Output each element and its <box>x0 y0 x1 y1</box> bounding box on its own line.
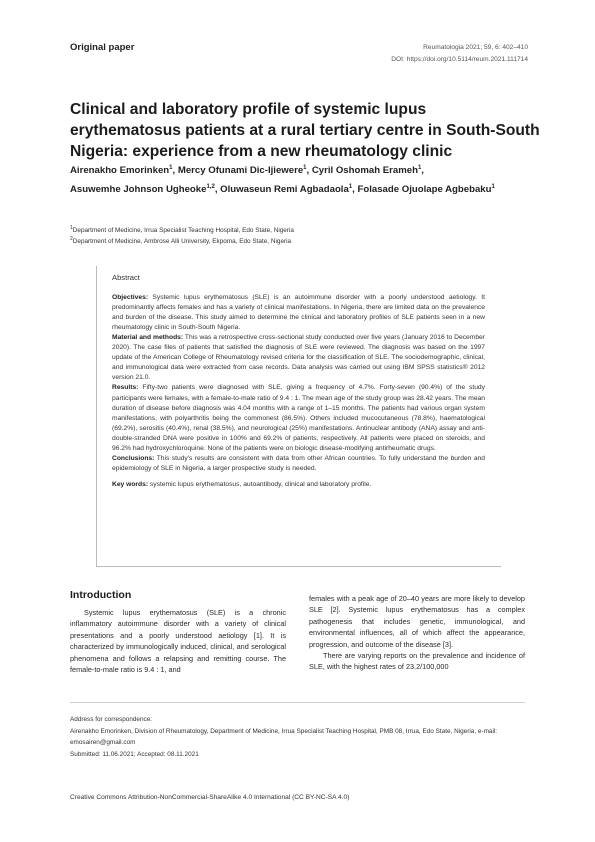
submission-dates: Submitted: 11.06.2021; Accepted: 08.11.2021 <box>70 750 199 758</box>
paragraph: Systemic lupus erythematosus (SLE) is a chronic inflammatory autoimmune disorder with a variety of clinical presentations and a poorly understood aetiology [1]. It is characterized by immunologically induced, clinical, and serological phenomena and follows a relapsing and remitting course. The female-to-male ratio is 9.4 : 1, and <box>70 608 286 675</box>
journal-info <box>391 42 528 65</box>
affiliation-text: Department of Medicine, Irrua Specialist Teaching Hospital, Edo State, Nigeria <box>72 227 294 235</box>
author-name: Mercy Ofunami Dic-Ijiewere <box>177 165 304 177</box>
submitted-label: Submitted: <box>70 750 101 758</box>
affiliation-text: Department of Medicine, Ambrose Alli University, Ekpoma, Edo State, Nigeria <box>72 238 292 246</box>
license-notice: Creative Commons Attribution-NonCommercial-ShareAlike 4.0 International (CC BY-NC-SA 4.0) <box>70 794 350 801</box>
author-name: Airenakho Emorinken <box>70 165 170 177</box>
abstract-label: Conclusions: <box>112 454 155 462</box>
accepted-label: Accepted: <box>137 750 166 758</box>
submitted-date: 11.06.2021 <box>102 750 134 758</box>
author-list: Airenakho Emorinken$^1$, Mercy Ofunami Dic-Ijiewere$^1$, Cyril Oshomah Erameh$^1$, Asuwemhe Johnson Ugheoke$^{1,2}$, Oluwaseun Remi Agbadaola$^1$, Folasade Ojuolape Agbebaku$^1$ <box>70 165 495 196</box>
section-label: Original paper <box>70 42 135 53</box>
article-title: Clinical and laboratory profile of systemic lupus erythematosus patients at a rural tertiary centre in South-South Nigeria: experience from a new rheumatology clinic <box>70 101 540 160</box>
abstract-results <box>112 383 485 453</box>
author-affil: 1 <box>348 184 353 191</box>
correspondence-address: Airenakho Emorinken, Division of Rheumatology, Department of Medicine, Irrua Specialist Teaching Hospital, PMB 08, Irrua, Edo State, Nigeria, e-mail: emosairen@gmail.com <box>70 727 498 747</box>
author-affil: 1 <box>417 165 422 171</box>
paragraph: There are varying reports on the prevalence and incidence of SLE, with the highest rates of 23.2/100,000 <box>309 651 525 672</box>
doi[interactable]: DOI: https://doi.org/10.5114/reum.2021.111714 <box>391 55 528 63</box>
keywords-text: systemic lupus erythematosus, autoantibody, clinical and laboratory profile. <box>149 480 372 488</box>
affiliation <box>70 235 540 247</box>
author-affil: 1 <box>303 165 307 171</box>
abstract-label: Results: <box>112 384 139 392</box>
abstract-label: Objectives: <box>112 294 149 302</box>
introduction-column-right <box>309 593 525 673</box>
affiliation <box>70 224 540 236</box>
citation: Reumatologia 2021; 59, 6: 402–410 <box>423 44 528 51</box>
author-name: Folasade Ojuolape Agbebaku <box>357 184 492 196</box>
introduction-heading: Introduction <box>70 589 132 601</box>
abstract-keywords <box>112 480 485 490</box>
abstract-heading: Abstract <box>112 273 140 282</box>
abstract-conclusions <box>112 454 485 474</box>
accepted-date: 08.11.2021 <box>167 750 199 758</box>
affiliation-number: 2 <box>70 236 73 242</box>
author-name: Oluwaseun Remi Agbadaola <box>220 184 349 196</box>
abstract-text: Systemic lupus erythematosus (SLE) is an autoimmune disorder with a poorly understood aetiology. It predominantly affects females and has a variety of clinical manifestations. In Nigeria, there are limited data on the prevalence and burden of the disease. This study aimed to determine the clinical and laboratory profiles of SLE patients seen in a new rheumatology clinic in South-South Nigeria. <box>112 294 485 332</box>
keywords-label: Key words: <box>112 480 149 488</box>
abstract-text: Fifty-two patients were diagnosed with SLE, giving a frequency of 4.7%. Forty-seven (90.4%) of the study participants were females, with a female-to-male ratio of 9.4 : 1. The mean age of the study group was 28.42 years. The mean duration of disease before diagnosis was 4.04 months with a range of 1–15 months. The patients had various organ system manifestations, with polyarthritis being the commonest (86.5%). Others included mucocutaneous (78.8%), haematological (69.2%), serositis (40.4%), renal (38.5%), and neurological (25%) manifestations. Antinuclear antibody (ANA) assay and anti-double-stranded DNA were positive in 100% and 69.2% of patients, respectively. All patients were placed on steroids, and 96.2% had hydroxychloroquine. None of the patients were on biologic disease-modifying antirheumatic drugs. <box>112 384 485 452</box>
paragraph: females with a peak age of 20–40 years are more likely to develop SLE [2]. Systemic lupus erythematosus has a complex pathogenesis that includes genetic, immunological, and environmental influences, all of which affect the appearance, progression, and outcome of the disease [3]. <box>309 594 525 649</box>
affiliation-number: 1 <box>70 225 73 231</box>
footer-divider <box>70 702 525 703</box>
author-affil: 1 <box>491 184 495 191</box>
abstract-objectives <box>112 293 485 333</box>
abstract-label: Material and methods: <box>112 334 184 342</box>
abstract-text: This was a retrospective cross-sectional study conducted over five years (January 2016 to December 2020). The case files of patients that satisfied the diagnosis of SLE were reviewed. The diagnosis was based on the 1997 update of the American College of Rheumatology revised criteria for the classification of SLE. The sociodemographic, clinical, and immunological data were extracted from case records. Data analysis was carried out using IBM SPSS statistics® 2012 version 21.0. <box>112 334 485 382</box>
author-affil: 1 <box>169 165 173 171</box>
abstract-text: This study's results are consistent with data from other African countries. To fully understand the burden and epidemiology of SLE in Nigeria, a larger prospective study is needed. <box>112 454 485 472</box>
author-name: Cyril Oshomah Erameh <box>311 165 418 177</box>
author-name: Asuwemhe Johnson Ugheoke <box>70 184 207 196</box>
abstract-methods <box>112 333 485 383</box>
author-affil: 1,2 <box>206 184 215 191</box>
correspondence-heading: Address for correspondence: <box>70 716 153 723</box>
correspondence <box>70 714 525 760</box>
introduction-column-left <box>70 607 286 675</box>
abstract <box>112 273 485 490</box>
